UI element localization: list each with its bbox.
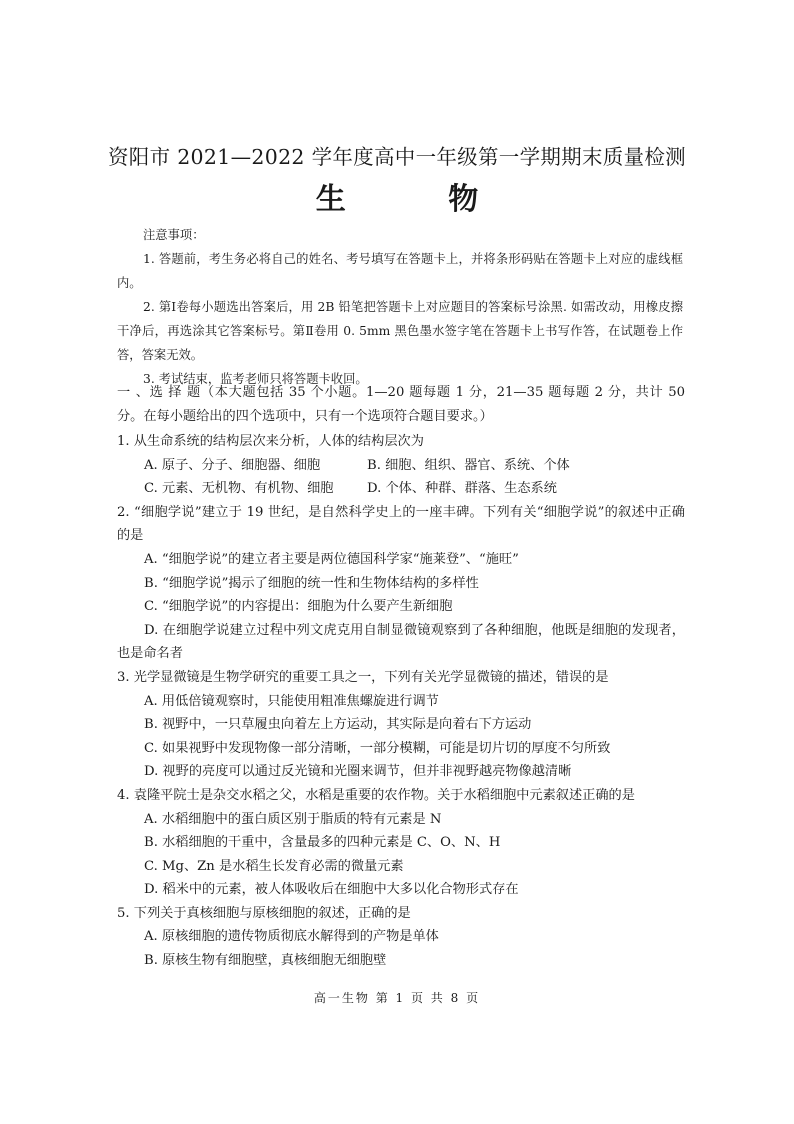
- option-row: [144, 477, 685, 501]
- exam-title: 资阳市 2021—2022 学年度高中一年级第一学期期末质量检测: [108, 145, 686, 169]
- section-heading: 一 、选 择 题（本大题包括 35 个小题。1—20 题每题 1 分，21—35 题每题 2 分，共计 50 分。在每小题给出的四个选项中，只有一个选项符合题目要求。）: [117, 385, 685, 424]
- option-c: C. 元素、无机物、有机物、细胞: [144, 481, 334, 497]
- option-b: B. 原核生物有细胞壁，真核细胞无细胞壁: [144, 953, 387, 969]
- question-list: [117, 430, 685, 973]
- question-stem: 3. 光学显微镜是生物学研究的重要工具之一，下列有关光学显微镜的描述，错误的是: [117, 669, 609, 685]
- question-1: [117, 430, 685, 501]
- option-a: A. “细胞学说”的建立者主要是两位德国科学家“施莱登”、“施旺”: [144, 551, 519, 567]
- notes-heading: 注意事项：: [143, 228, 205, 242]
- question-5: [117, 902, 685, 973]
- option-b: B. 视野中，一只草履虫向着左上方运动，其实际是向着右下方运动: [144, 717, 532, 733]
- option-c: C. “细胞学说”的内容提出：细胞为什么要产生新细胞: [144, 599, 453, 615]
- option-d: D. 个体、种群、群落、生态系统: [367, 481, 557, 497]
- option-d: D. 视野的亮度可以通过反光镜和光圈来调节，但并非视野越亮物像越清晰: [144, 764, 572, 780]
- question-2: [117, 501, 685, 666]
- option-row: [144, 454, 685, 478]
- subject-title: 生 物: [315, 182, 525, 217]
- notes-item: 3. 考试结束，监考老师只将答题卡收回。: [143, 372, 368, 386]
- option-b: B. “细胞学说”揭示了细胞的统一性和生物体结构的多样性: [144, 575, 479, 591]
- option-a: A. 用低倍镜观察时，只能使用粗准焦螺旋进行调节: [144, 693, 439, 709]
- option-a: A. 原核细胞的遗传物质彻底水解得到的产物是单体: [144, 929, 439, 945]
- option-d: D. 在细胞学说建立过程中列文虎克用自制显微镜观察到了各种细胞，他既是细胞的发现者，也是命名者: [117, 622, 685, 662]
- option-c: C. Mg、Zn 是水稻生长发育必需的微量元素: [144, 858, 404, 874]
- page-footer: 高一生物 第 1 页 共 8 页: [313, 991, 481, 1005]
- question-stem: 1. 从生命系统的结构层次来分析，人体的结构层次为: [117, 434, 424, 449]
- question-4: [117, 784, 685, 902]
- option-a: A. 水稻细胞中的蛋白质区别于脂质的特有元素是 N: [144, 811, 442, 827]
- option-d: D. 稻米中的元素，被人体吸收后在细胞中大多以化合物形式存在: [144, 882, 519, 898]
- notes-item: 1. 答题前，考生务必将自己的姓名、考号填写在答题卡上，并将条形码贴在答题卡上对应的虚线框内。: [117, 252, 683, 290]
- question-3: [117, 666, 685, 784]
- notes-item: 2. 第Ⅰ卷每小题选出答案后，用 2B 铅笔把答题卡上对应题目的答案标号涂黑. 如需改动，用橡皮擦干净后，再选涂其它答案标号。第Ⅱ卷用 0. 5mm 黑色墨水签字笔在答题卡上书写作答，在试题卷上作答，答案无效。: [117, 300, 683, 362]
- option-a: A. 原子、分子、细胞器、细胞: [144, 457, 321, 473]
- question-stem: 5. 下列关于真核细胞与原核细胞的叙述，正确的是: [117, 905, 411, 921]
- option-b: B. 细胞、组织、器官、系统、个体: [367, 457, 570, 473]
- notes-block: [117, 223, 683, 391]
- question-stem: 4. 袁隆平院士是杂交水稻之父，水稻是重要的农作物。关于水稻细胞中元素叙述正确的是: [117, 787, 635, 803]
- question-stem: 2. “细胞学说”建立于 19 世纪，是自然科学史上的一座丰碑。下列有关“细胞学说”的叙述中正确的是: [117, 504, 685, 544]
- option-c: C. 如果视野中发现物像一部分清晰，一部分模糊，可能是切片切的厚度不匀所致: [144, 740, 611, 756]
- option-b: B. 水稻细胞的干重中，含量最多的四种元素是 C、O、N、H: [144, 835, 501, 851]
